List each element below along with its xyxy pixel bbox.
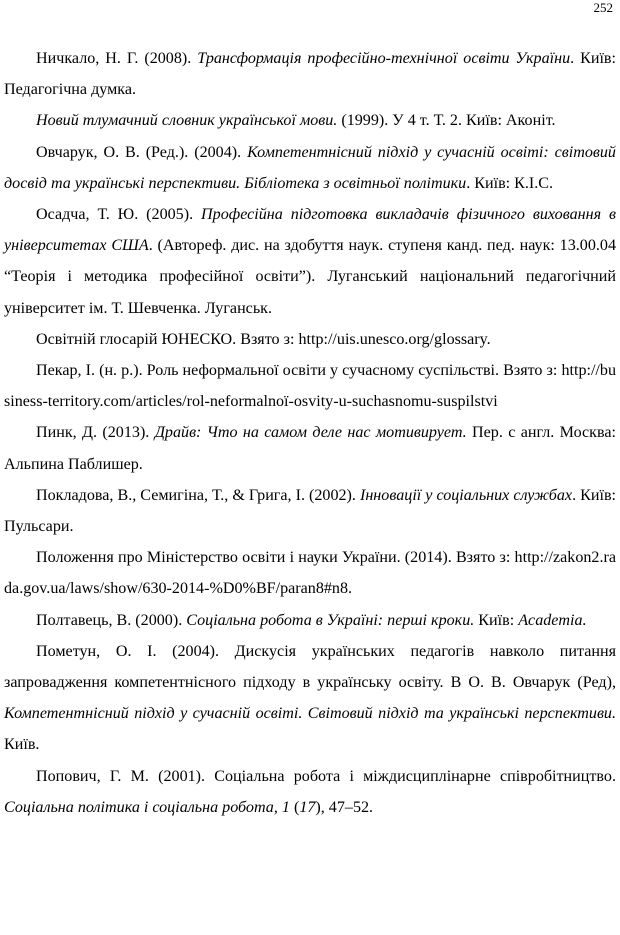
reference-entry: Полтавець, В. (2000). Соціальна робота в Україні: перші кроки. Київ: Academia. <box>36 611 587 629</box>
reference-entry: Положення про Міністерство освіти і науки України. (2014). Взято з: http://zakon2.rada.gov.ua/laws/show/630-2014-%D0%BF/paran8#n8. <box>4 549 616 598</box>
reference-entry: Покладова, В., Семигіна, Т., & Грига, І. (2002). Інновації у соціальних службах. Київ: Пульсари. <box>4 486 617 536</box>
reference-entry: Осадча, Т. Ю. (2005). Професійна підготовка викладачів фізичного виховання в університетах США. (Автореф. дис. на здобуття наук. ступеня канд. пед. наук: 13.00.04 “Теорія і методика професійної освіти”). Луганський національний педагогічний університет ім. Т. Шевченка. Луганськ. <box>4 206 617 317</box>
reference-entry: Ничкало, Н. Г. (2008). Трансформація професійно-технічної освіти України. Київ: Педагогічна думка. <box>4 50 617 99</box>
reference-entry: Попович, Г. М. (2001). Соціальна робота і міждисциплінарне співробітництво. Соціальна політика і соціальна робота, 1 (17), 47–52. <box>4 767 616 816</box>
reference-entry: Пекар, І. (н. р.). Роль неформальної освіти у сучасному суспільстві. Взято з: http://business-territory.com/articles/rol-neformalnoї-osvity-u-suchasnomu-suspilstvi <box>4 362 616 411</box>
page-number: 252 <box>593 0 613 15</box>
reference-entry: Овчарук, О. В. (Ред.). (2004). Компетентнісний підхід у сучасній освіті: світовий досвід та українські перспективи. Бібліотека з освітньої політики. Київ: К.І.С. <box>4 143 616 192</box>
reference-entry: Пинк, Д. (2013). Драйв: Что на самом деле нас мотивирует. Пер. с англ. Москва: Альпина Паблишер. <box>4 424 616 473</box>
reference-entry: Пометун, О. І. (2004). Дискусія українських педагогів навколо питання запровадження компетентнісного підходу в українську освіту. В О. В. Овчарук (Ред), Компетентнісний підхід у сучасній освіті. Світовий підхід та українські перспективи. Київ. <box>4 642 616 754</box>
reference-list <box>4 43 616 823</box>
reference-entry: Новий тлумачний словник української мови. (1999). У 4 т. Т. 2. Київ: Аконіт. <box>36 112 556 130</box>
reference-entry: Освітній глосарій ЮНЕСКО. Взято з: http://uis.unesco.org/glossary. <box>36 330 491 348</box>
